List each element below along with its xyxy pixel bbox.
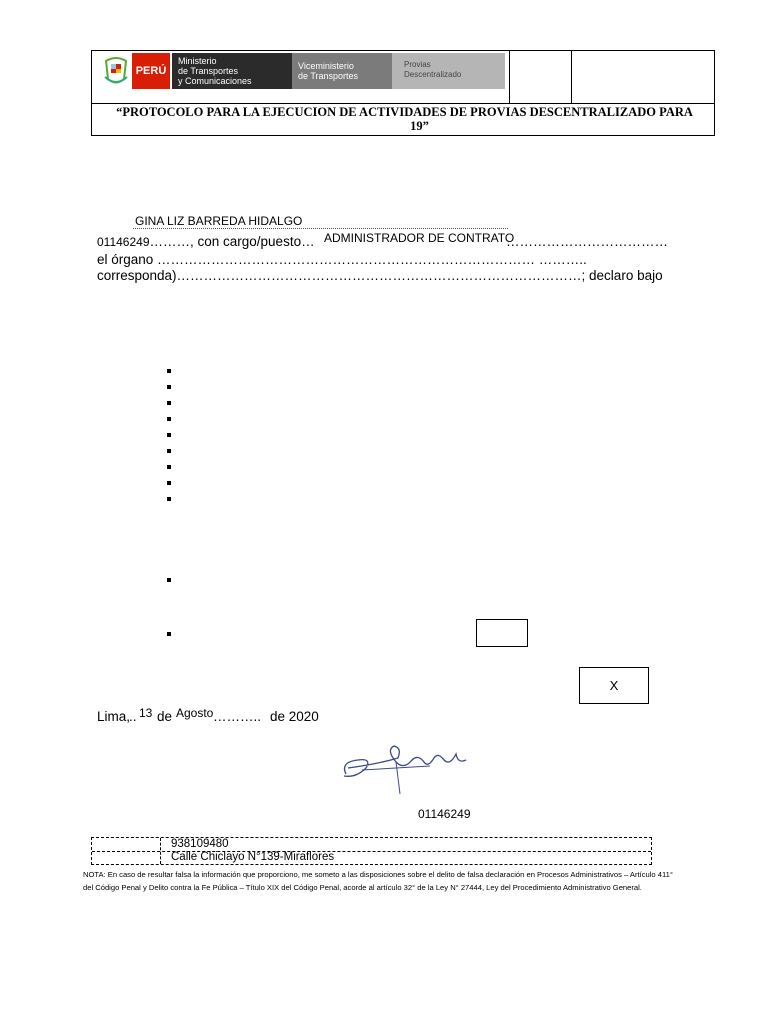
month-dots: ………..	[213, 709, 262, 724]
phone-value: 938109480	[171, 838, 229, 850]
list-bullet	[167, 417, 171, 421]
option-checkbox-empty[interactable]	[476, 619, 528, 647]
dni-line	[97, 234, 315, 250]
dni-suffix: ………, con cargo/puesto…	[149, 234, 315, 249]
signature-icon	[338, 738, 478, 802]
vice-line-1: Viceministerio	[298, 61, 354, 71]
list-bullet	[167, 449, 171, 453]
position-value: ADMINISTRADOR DE CONTRATO	[324, 231, 515, 245]
signature-dni: 01146249	[418, 807, 471, 821]
declarant-name: GINA LIZ BARREDA HIDALGO	[135, 214, 303, 228]
document-header	[91, 50, 715, 136]
provias-line-1: Provias	[404, 60, 431, 69]
organ-line: el órgano ………………………………………………………………………… ………..	[97, 252, 587, 267]
contact-table	[91, 837, 652, 865]
ministry-line-3: y Comunicaciones	[178, 76, 252, 86]
peru-label: PERÚ	[132, 53, 170, 89]
list-bullet	[167, 481, 171, 485]
position-dots: ………………………………	[506, 234, 668, 249]
vice-line-2: de Transportes	[298, 71, 359, 81]
table-divider	[160, 838, 161, 864]
header-divider	[509, 51, 510, 103]
date-de: de	[157, 709, 173, 724]
document-title	[102, 105, 707, 133]
list-bullet	[167, 497, 171, 501]
ministry-line-1: Ministerio	[178, 56, 217, 66]
corresponda-line: corresponda)………………………………………………………………………………; declaro bajo	[97, 268, 663, 283]
list-bullet	[167, 433, 171, 437]
ministry-line-2: de Transportes	[178, 66, 239, 76]
header-logo-row	[92, 51, 714, 104]
list-bullet	[167, 632, 171, 636]
legal-note: NOTA: En caso de resultar falsa la información que proporciono, me someto a las disposiciones sobre el delito de falsa declaración en Procesos Administrativos – Artículo 411° del Código Penal y Delito contra la Fe Pública – Título XIX del Código Penal, acorde al artículo 32° de la Ley N° 27444, Ley del Procedimiento Administrativo General.	[83, 870, 673, 892]
list-bullet	[167, 385, 171, 389]
title-line-1: “PROTOCOLO PARA LA EJECUCION DE ACTIVIDADES DE PROVIAS DESCENTRALIZADO PARA	[116, 105, 693, 119]
mtc-logo	[102, 53, 505, 89]
date-month: Agosto	[176, 706, 214, 720]
header-divider	[571, 51, 572, 103]
address-value: Calle Chiclayo N°139-Miraflores	[171, 851, 335, 863]
dni-value: 01146249	[97, 235, 150, 249]
date-year: de 2020	[270, 709, 319, 724]
peru-coat-of-arms-icon	[102, 55, 130, 87]
provias-label	[392, 53, 505, 89]
date-day: 13	[139, 706, 153, 720]
option-checkbox-marked[interactable]	[579, 667, 649, 704]
date-city: Lima,	[97, 709, 131, 724]
ministry-label	[172, 53, 292, 89]
list-bullet	[167, 578, 171, 582]
title-line-2: 19”	[410, 119, 429, 133]
list-bullet	[167, 369, 171, 373]
provias-line-2: Descentralizado	[404, 70, 462, 79]
date-dots: ..	[129, 709, 137, 724]
viceministry-label	[292, 53, 392, 89]
checkbox-mark: X	[609, 678, 619, 693]
list-bullet	[167, 401, 171, 405]
name-underline	[133, 228, 508, 229]
list-bullet	[167, 465, 171, 469]
